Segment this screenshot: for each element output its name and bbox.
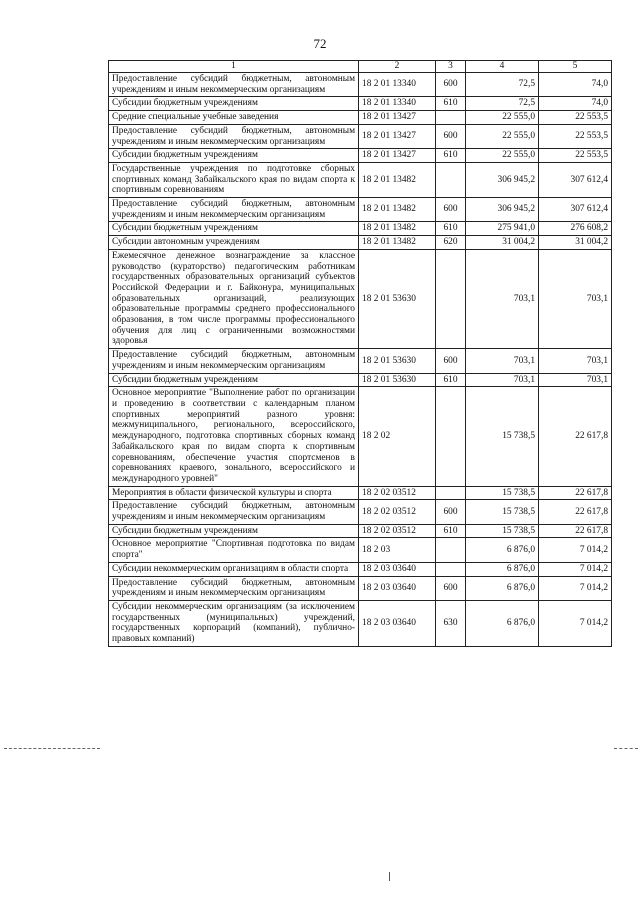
- row-code: 18 2 03 03640: [359, 576, 436, 600]
- row-expense-type: [436, 162, 466, 197]
- row-code: 18 2 01 13482: [359, 222, 436, 236]
- row-name: Субсидии некоммерческим организациям в области спорта: [109, 562, 359, 576]
- row-value-col4: 15 738,5: [466, 524, 539, 538]
- table-row: [109, 349, 612, 373]
- row-code: 18 2 03 03640: [359, 562, 436, 576]
- row-value-col4: 22 555,0: [466, 124, 539, 148]
- table-row: [109, 486, 612, 500]
- row-code: 18 2 03: [359, 538, 436, 562]
- row-code: 18 2 02: [359, 387, 436, 486]
- row-value-col5: 7 014,2: [539, 576, 612, 600]
- budget-table: [108, 60, 612, 647]
- row-name: Основное мероприятие "Выполнение работ по организации и проведению в соответствии с календарным планом спортивных мероприятий разного уровня: межмуниципального, регионального, всероссийского, международного, подготовка спортивных сборных команд Забайкальского края по видам спорта к спортивным соревнованиям, обеспечение участия спортсменов в соревнованиях краевого, зонального, всероссийского и международного уровней": [109, 387, 359, 486]
- header-col-5: 5: [539, 61, 612, 73]
- table-row: [109, 97, 612, 111]
- row-expense-type: [436, 111, 466, 125]
- row-code: 18 2 01 13427: [359, 149, 436, 163]
- row-name: Предоставление субсидий бюджетным, автономным учреждениям и иным некоммерческим организациям: [109, 124, 359, 148]
- row-name: Государственные учреждения по подготовке сборных спортивных команд Забайкальского края по видам спорта к спортивным соревнованиям: [109, 162, 359, 197]
- row-expense-type: 620: [436, 236, 466, 250]
- row-name: Предоставление субсидий бюджетным, автономным учреждениям и иным некоммерческим организациям: [109, 576, 359, 600]
- row-value-col5: 22 617,8: [539, 500, 612, 524]
- row-value-col4: 22 555,0: [466, 149, 539, 163]
- row-expense-type: 600: [436, 124, 466, 148]
- table-row: [109, 524, 612, 538]
- row-value-col4: 15 738,5: [466, 486, 539, 500]
- row-value-col4: 6 876,0: [466, 562, 539, 576]
- row-value-col4: 6 876,0: [466, 576, 539, 600]
- row-value-col4: 72,5: [466, 97, 539, 111]
- row-name: Предоставление субсидий бюджетным, автономным учреждениям и иным некоммерческим организациям: [109, 349, 359, 373]
- row-expense-type: 600: [436, 73, 466, 97]
- table-row: [109, 576, 612, 600]
- row-code: 18 2 02 03512: [359, 524, 436, 538]
- row-code: 18 2 01 13427: [359, 111, 436, 125]
- row-expense-type: 610: [436, 373, 466, 387]
- row-value-col4: 6 876,0: [466, 538, 539, 562]
- row-value-col5: 74,0: [539, 73, 612, 97]
- table-row: [109, 373, 612, 387]
- row-value-col5: 22 553,5: [539, 124, 612, 148]
- row-value-col5: 307 612,4: [539, 162, 612, 197]
- row-expense-type: [436, 387, 466, 486]
- row-code: 18 2 01 53630: [359, 249, 436, 348]
- table-row: [109, 236, 612, 250]
- row-name: Средние специальные учебные заведения: [109, 111, 359, 125]
- row-value-col5: 703,1: [539, 373, 612, 387]
- row-value-col4: 306 945,2: [466, 162, 539, 197]
- row-value-col4: 22 555,0: [466, 111, 539, 125]
- header-col-2: 2: [359, 61, 436, 73]
- row-value-col5: 22 617,8: [539, 387, 612, 486]
- row-value-col4: 15 738,5: [466, 387, 539, 486]
- row-value-col4: 72,5: [466, 73, 539, 97]
- row-name: Субсидии автономным учреждениям: [109, 236, 359, 250]
- table-row: [109, 222, 612, 236]
- row-expense-type: 630: [436, 600, 466, 646]
- row-expense-type: 600: [436, 500, 466, 524]
- table-row: [109, 73, 612, 97]
- row-value-col5: 7 014,2: [539, 538, 612, 562]
- row-value-col4: 6 876,0: [466, 600, 539, 646]
- row-value-col5: 74,0: [539, 97, 612, 111]
- header-col-4: 4: [466, 61, 539, 73]
- row-code: 18 2 02 03512: [359, 500, 436, 524]
- table-row: [109, 500, 612, 524]
- row-expense-type: 600: [436, 576, 466, 600]
- row-value-col4: 703,1: [466, 349, 539, 373]
- row-code: 18 2 01 13340: [359, 97, 436, 111]
- row-value-col5: 7 014,2: [539, 600, 612, 646]
- header-row: [109, 61, 612, 73]
- row-value-col5: 22 617,8: [539, 486, 612, 500]
- row-expense-type: [436, 249, 466, 348]
- row-name: Субсидии бюджетным учреждениям: [109, 524, 359, 538]
- row-name: Субсидии некоммерческим организациям (за исключением государственных (муниципальных) учреждений, государственных корпораций (компаний), публично-правовых компаний): [109, 600, 359, 646]
- header-col-1: 1: [109, 61, 359, 73]
- table-row: [109, 387, 612, 486]
- row-value-col5: 276 608,2: [539, 222, 612, 236]
- table-row: [109, 538, 612, 562]
- row-value-col4: 275 941,0: [466, 222, 539, 236]
- row-code: 18 2 01 13482: [359, 162, 436, 197]
- row-code: 18 2 01 13340: [359, 73, 436, 97]
- row-expense-type: [436, 538, 466, 562]
- row-name: Субсидии бюджетным учреждениям: [109, 222, 359, 236]
- row-name: Субсидии бюджетным учреждениям: [109, 97, 359, 111]
- header-col-3: 3: [436, 61, 466, 73]
- table-row: [109, 149, 612, 163]
- row-expense-type: 610: [436, 524, 466, 538]
- scan-artifact-line-left: [4, 748, 100, 749]
- table-row: [109, 124, 612, 148]
- row-expense-type: 600: [436, 349, 466, 373]
- row-value-col4: 31 004,2: [466, 236, 539, 250]
- row-value-col4: 306 945,2: [466, 198, 539, 222]
- row-code: 18 2 03 03640: [359, 600, 436, 646]
- row-value-col5: 7 014,2: [539, 562, 612, 576]
- row-value-col4: 703,1: [466, 373, 539, 387]
- row-name: Субсидии бюджетным учреждениям: [109, 149, 359, 163]
- row-name: Мероприятия в области физической культуры и спорта: [109, 486, 359, 500]
- row-expense-type: 600: [436, 198, 466, 222]
- row-expense-type: 610: [436, 97, 466, 111]
- row-code: 18 2 01 13482: [359, 236, 436, 250]
- row-name: Предоставление субсидий бюджетным, автономным учреждениям и иным некоммерческим организациям: [109, 198, 359, 222]
- row-expense-type: [436, 486, 466, 500]
- row-code: 18 2 01 53630: [359, 349, 436, 373]
- table-row: [109, 562, 612, 576]
- row-value-col5: 703,1: [539, 249, 612, 348]
- row-value-col5: 703,1: [539, 349, 612, 373]
- row-value-col5: 22 553,5: [539, 149, 612, 163]
- scan-artifact-line-right: [614, 748, 638, 749]
- scan-artifact-tick: [389, 872, 390, 881]
- row-expense-type: 610: [436, 222, 466, 236]
- row-value-col5: 31 004,2: [539, 236, 612, 250]
- row-expense-type: [436, 562, 466, 576]
- row-name: Ежемесячное денежное вознаграждение за классное руководство (кураторство) педагогическим работникам государственных образовательных организаций субъектов Российской Федерации и г. Байконура, муниципальных образовательных организаций, реализующих образовательные программы среднего профессионального образования, в том числе программы профессионального обучения для лиц с ограниченными возможностями здоровья: [109, 249, 359, 348]
- row-code: 18 2 02 03512: [359, 486, 436, 500]
- table-row: [109, 162, 612, 197]
- row-name: Предоставление субсидий бюджетным, автономным учреждениям и иным некоммерческим организациям: [109, 73, 359, 97]
- row-code: 18 2 01 13427: [359, 124, 436, 148]
- row-value-col4: 15 738,5: [466, 500, 539, 524]
- row-value-col5: 307 612,4: [539, 198, 612, 222]
- row-value-col5: 22 617,8: [539, 524, 612, 538]
- row-expense-type: 610: [436, 149, 466, 163]
- table-row: [109, 111, 612, 125]
- row-code: 18 2 01 13482: [359, 198, 436, 222]
- row-name: Предоставление субсидий бюджетным, автономным учреждениям и иным некоммерческим организациям: [109, 500, 359, 524]
- row-value-col4: 703,1: [466, 249, 539, 348]
- row-name: Субсидии бюджетным учреждениям: [109, 373, 359, 387]
- table-row: [109, 198, 612, 222]
- row-name: Основное мероприятие "Спортивная подготовка по видам спорта": [109, 538, 359, 562]
- page-number: 72: [313, 36, 327, 51]
- row-value-col5: 22 553,5: [539, 111, 612, 125]
- row-code: 18 2 01 53630: [359, 373, 436, 387]
- table-row: [109, 249, 612, 348]
- table-row: [109, 600, 612, 646]
